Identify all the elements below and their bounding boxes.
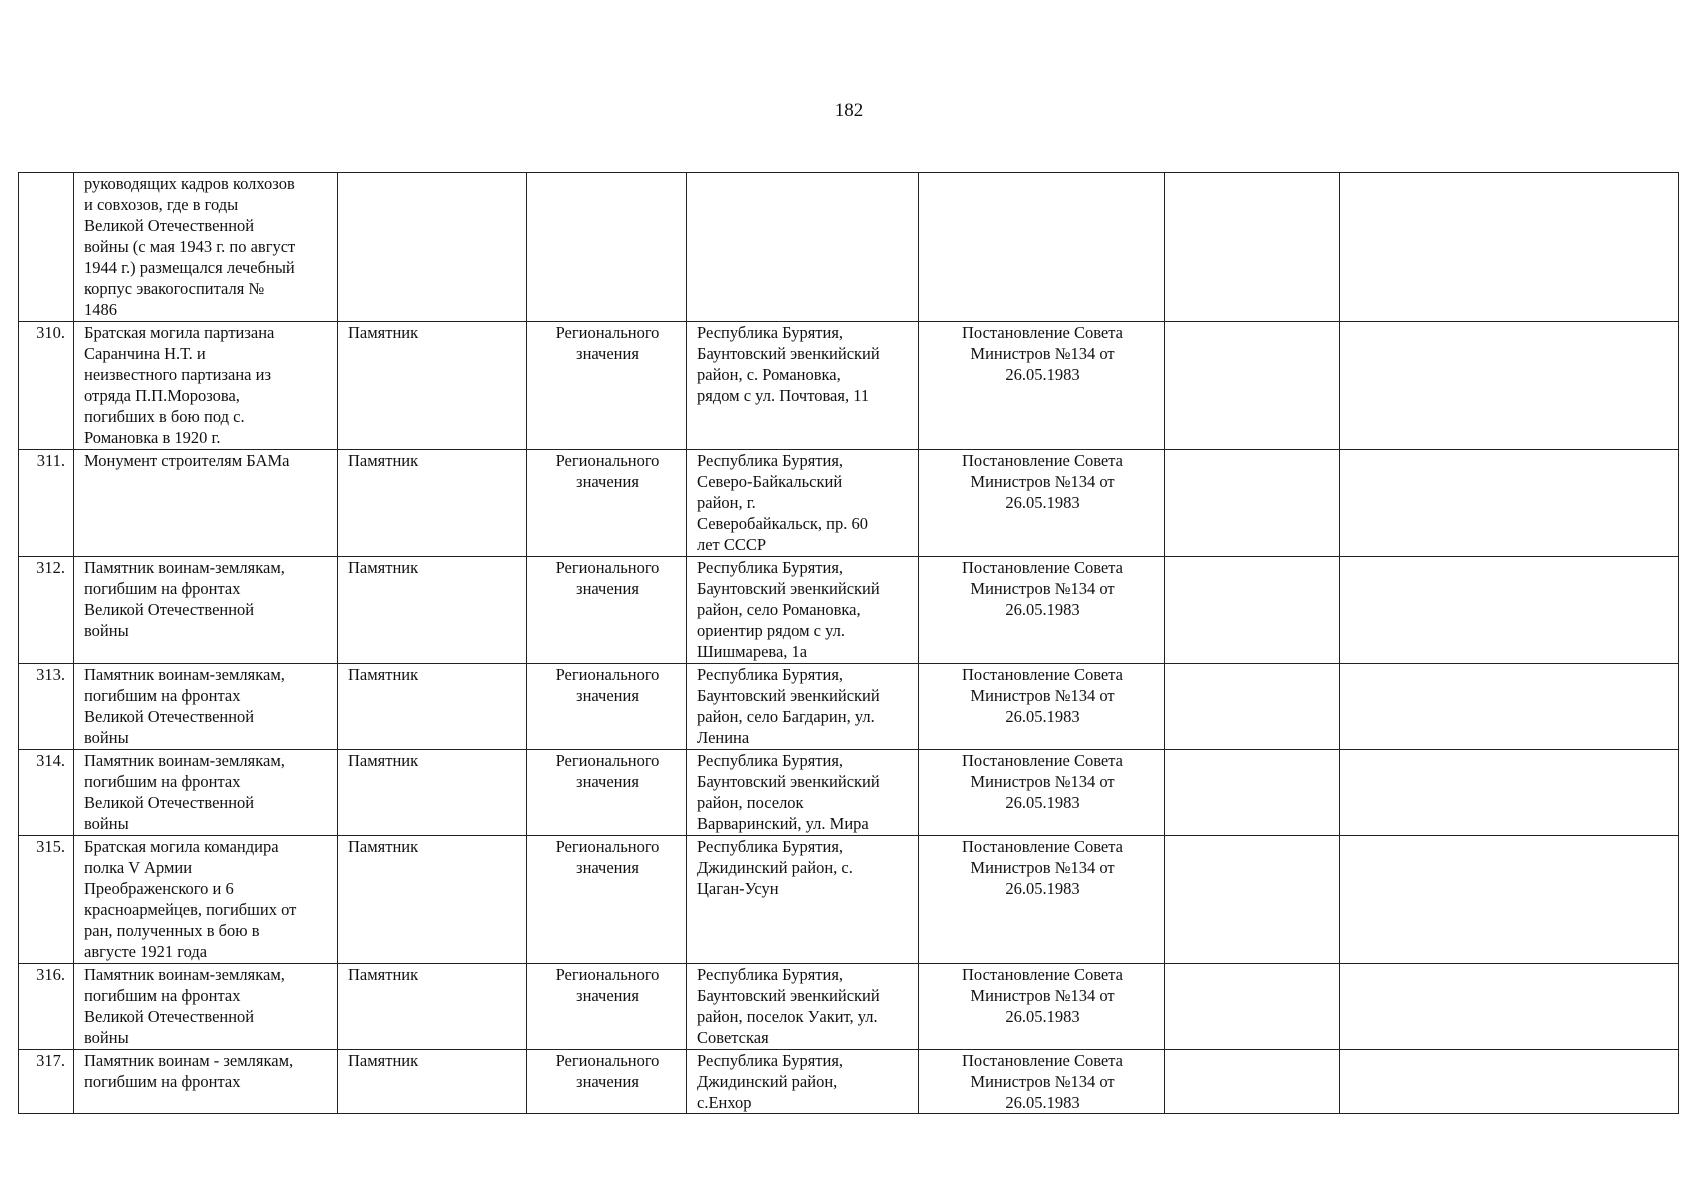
- address: Республика Бурятия, Джидинский район, с. Цаган-Усун: [687, 836, 919, 964]
- object-name: Памятник воинам-землякам, погибшим на фронтах Великой Отечественной войны: [74, 750, 338, 836]
- table-row: [19, 557, 1679, 664]
- object-name: Братская могила командира полка V Армии Преображенского и 6 красноармейцев, погибших от ран, полученных в бою в августе 1921 года: [74, 836, 338, 964]
- address: Республика Бурятия, Баунтовский эвенкийский район, село Багдарин, ул. Ленина: [687, 664, 919, 750]
- empty-cell-8: [1340, 964, 1679, 1050]
- object-name: руководящих кадров колхозов и совхозов, где в годы Великой Отечественной войны (с мая 1943 г. по август 1944 г.) размещался лечебный корпус эвакогоспиталя № 1486: [74, 173, 338, 322]
- empty-cell-7: [1165, 664, 1340, 750]
- significance: [527, 173, 687, 322]
- empty-cell-7: [1165, 450, 1340, 557]
- significance: Регионального значения: [527, 557, 687, 664]
- object-type: Памятник: [338, 836, 527, 964]
- page-number: 182: [834, 100, 864, 121]
- row-number: 310.: [19, 322, 74, 450]
- significance: Регионального значения: [527, 1050, 687, 1114]
- address: Республика Бурятия, Баунтовский эвенкийский район, село Романовка, ориентир рядом с ул. Шишмарева, 1а: [687, 557, 919, 664]
- empty-cell-7: [1165, 750, 1340, 836]
- monuments-table: [18, 172, 1679, 1114]
- decree: Постановление Совета Министров №134 от 26.05.1983: [919, 750, 1165, 836]
- object-name: Памятник воинам - землякам, погибшим на фронтах: [74, 1050, 338, 1114]
- empty-cell-7: [1165, 964, 1340, 1050]
- table-body: [19, 173, 1679, 1114]
- object-name: Памятник воинам-землякам, погибшим на фронтах Великой Отечественной войны: [74, 664, 338, 750]
- table-row: [19, 1050, 1679, 1114]
- object-type: [338, 173, 527, 322]
- decree: Постановление Совета Министров №134 от 26.05.1983: [919, 664, 1165, 750]
- significance: Регионального значения: [527, 750, 687, 836]
- significance: Регионального значения: [527, 836, 687, 964]
- row-number: 311.: [19, 450, 74, 557]
- object-type: Памятник: [338, 750, 527, 836]
- table-row: [19, 750, 1679, 836]
- object-name: Памятник воинам-землякам, погибшим на фронтах Великой Отечественной войны: [74, 557, 338, 664]
- empty-cell-7: [1165, 557, 1340, 664]
- address: Республика Бурятия, Баунтовский эвенкийский район, поселок Уакит, ул. Советская: [687, 964, 919, 1050]
- empty-cell-8: [1340, 750, 1679, 836]
- row-number: [19, 173, 74, 322]
- table-row: [19, 964, 1679, 1050]
- object-type: Памятник: [338, 557, 527, 664]
- table-row: [19, 664, 1679, 750]
- address: Республика Бурятия, Джидинский район, с.Енхор: [687, 1050, 919, 1114]
- row-number: 317.: [19, 1050, 74, 1114]
- decree: Постановление Совета Министров №134 от 26.05.1983: [919, 322, 1165, 450]
- row-number: 313.: [19, 664, 74, 750]
- empty-cell-7: [1165, 1050, 1340, 1114]
- object-type: Памятник: [338, 964, 527, 1050]
- empty-cell-8: [1340, 322, 1679, 450]
- object-name: Братская могила партизана Саранчина Н.Т. и неизвестного партизана из отряда П.П.Морозова, погибших в бою под с. Романовка в 1920 г.: [74, 322, 338, 450]
- decree: Постановление Совета Министров №134 от 26.05.1983: [919, 1050, 1165, 1114]
- decree: Постановление Совета Министров №134 от 26.05.1983: [919, 836, 1165, 964]
- empty-cell-7: [1165, 836, 1340, 964]
- empty-cell-8: [1340, 1050, 1679, 1114]
- empty-cell-8: [1340, 173, 1679, 322]
- decree: Постановление Совета Министров №134 от 26.05.1983: [919, 964, 1165, 1050]
- decree: [919, 173, 1165, 322]
- significance: Регионального значения: [527, 450, 687, 557]
- object-type: Памятник: [338, 450, 527, 557]
- object-name: Монумент строителям БАМа: [74, 450, 338, 557]
- significance: Регионального значения: [527, 322, 687, 450]
- object-type: Памятник: [338, 1050, 527, 1114]
- decree: Постановление Совета Министров №134 от 26.05.1983: [919, 450, 1165, 557]
- significance: Регионального значения: [527, 664, 687, 750]
- empty-cell-7: [1165, 322, 1340, 450]
- address: Республика Бурятия, Северо-Байкальский район, г. Северобайкальск, пр. 60 лет СССР: [687, 450, 919, 557]
- decree: Постановление Совета Министров №134 от 26.05.1983: [919, 557, 1165, 664]
- address: Республика Бурятия, Баунтовский эвенкийский район, поселок Варваринский, ул. Мира: [687, 750, 919, 836]
- object-name: Памятник воинам-землякам, погибшим на фронтах Великой Отечественной войны: [74, 964, 338, 1050]
- row-number: 312.: [19, 557, 74, 664]
- empty-cell-7: [1165, 173, 1340, 322]
- empty-cell-8: [1340, 557, 1679, 664]
- empty-cell-8: [1340, 836, 1679, 964]
- empty-cell-8: [1340, 450, 1679, 557]
- object-type: Памятник: [338, 322, 527, 450]
- address: [687, 173, 919, 322]
- table-row: [19, 173, 1679, 322]
- row-number: 314.: [19, 750, 74, 836]
- address: Республика Бурятия, Баунтовский эвенкийский район, с. Романовка, рядом с ул. Почтовая, 11: [687, 322, 919, 450]
- table-row: [19, 836, 1679, 964]
- table-row: [19, 450, 1679, 557]
- row-number: 316.: [19, 964, 74, 1050]
- empty-cell-8: [1340, 664, 1679, 750]
- object-type: Памятник: [338, 664, 527, 750]
- row-number: 315.: [19, 836, 74, 964]
- significance: Регионального значения: [527, 964, 687, 1050]
- table-row: [19, 322, 1679, 450]
